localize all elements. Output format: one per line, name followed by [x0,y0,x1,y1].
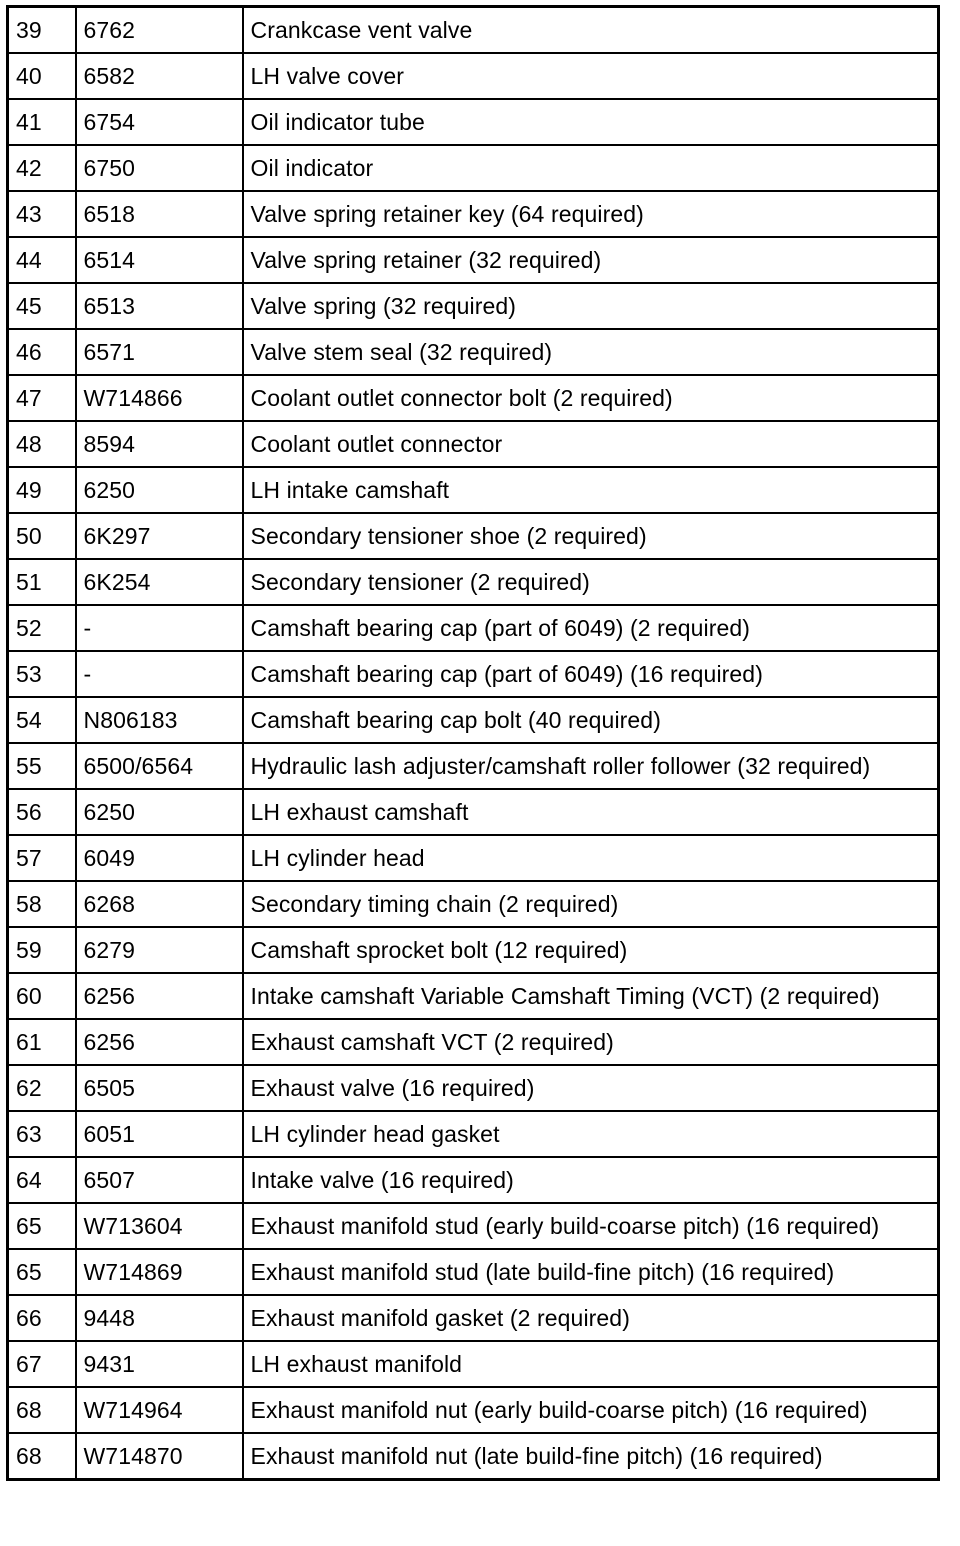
description-cell: Exhaust camshaft VCT (2 required) [243,1019,939,1065]
item-number-cell: 45 [8,283,76,329]
table-row [8,743,939,789]
part-number-cell: W714869 [76,1249,243,1295]
part-number-cell: 6505 [76,1065,243,1111]
table-row [8,1203,939,1249]
description-cell: Intake valve (16 required) [243,1157,939,1203]
parts-table [6,5,940,1481]
description-cell: Exhaust manifold stud (early build-coarse pitch) (16 required) [243,1203,939,1249]
table-row [8,237,939,283]
part-number-cell: N806183 [76,697,243,743]
parts-table-body [8,7,939,1480]
part-number-cell: 6571 [76,329,243,375]
description-cell: Hydraulic lash adjuster/camshaft roller follower (32 required) [243,743,939,789]
item-number-cell: 63 [8,1111,76,1157]
description-cell: Secondary tensioner shoe (2 required) [243,513,939,559]
table-row [8,559,939,605]
part-number-cell: W714866 [76,375,243,421]
item-number-cell: 57 [8,835,76,881]
item-number-cell: 60 [8,973,76,1019]
item-number-cell: 47 [8,375,76,421]
item-number-cell: 68 [8,1387,76,1433]
table-row [8,927,939,973]
table-row [8,835,939,881]
part-number-cell: - [76,651,243,697]
item-number-cell: 66 [8,1295,76,1341]
part-number-cell: 6582 [76,53,243,99]
item-number-cell: 62 [8,1065,76,1111]
item-number-cell: 52 [8,605,76,651]
part-number-cell: 6K254 [76,559,243,605]
part-number-cell: W714870 [76,1433,243,1480]
table-row [8,1065,939,1111]
table-row [8,191,939,237]
table-row [8,1249,939,1295]
table-row [8,1387,939,1433]
table-row [8,1433,939,1480]
table-row [8,605,939,651]
item-number-cell: 54 [8,697,76,743]
part-number-cell: 6256 [76,1019,243,1065]
description-cell: Crankcase vent valve [243,7,939,54]
table-row [8,7,939,54]
part-number-cell: 6518 [76,191,243,237]
item-number-cell: 42 [8,145,76,191]
description-cell: Exhaust manifold nut (early build-coarse pitch) (16 required) [243,1387,939,1433]
part-number-cell: 9431 [76,1341,243,1387]
description-cell: Valve stem seal (32 required) [243,329,939,375]
table-row [8,421,939,467]
part-number-cell: 6754 [76,99,243,145]
table-row [8,145,939,191]
item-number-cell: 68 [8,1433,76,1480]
description-cell: LH exhaust camshaft [243,789,939,835]
table-row [8,697,939,743]
table-row [8,513,939,559]
description-cell: Exhaust manifold nut (late build-fine pitch) (16 required) [243,1433,939,1480]
description-cell: Exhaust manifold gasket (2 required) [243,1295,939,1341]
item-number-cell: 43 [8,191,76,237]
table-row [8,973,939,1019]
part-number-cell: 8594 [76,421,243,467]
description-cell: Exhaust manifold stud (late build-fine pitch) (16 required) [243,1249,939,1295]
part-number-cell: 6513 [76,283,243,329]
item-number-cell: 61 [8,1019,76,1065]
item-number-cell: 59 [8,927,76,973]
description-cell: LH cylinder head [243,835,939,881]
description-cell: Exhaust valve (16 required) [243,1065,939,1111]
description-cell: Oil indicator tube [243,99,939,145]
part-number-cell: 6750 [76,145,243,191]
item-number-cell: 40 [8,53,76,99]
part-number-cell: 6268 [76,881,243,927]
table-row [8,1341,939,1387]
part-number-cell: 6514 [76,237,243,283]
description-cell: Oil indicator [243,145,939,191]
table-row [8,53,939,99]
part-number-cell: 6762 [76,7,243,54]
description-cell: Secondary tensioner (2 required) [243,559,939,605]
item-number-cell: 58 [8,881,76,927]
description-cell: Intake camshaft Variable Camshaft Timing (VCT) (2 required) [243,973,939,1019]
item-number-cell: 41 [8,99,76,145]
description-cell: Valve spring retainer key (64 required) [243,191,939,237]
part-number-cell: 6500/6564 [76,743,243,789]
part-number-cell: 6507 [76,1157,243,1203]
item-number-cell: 65 [8,1249,76,1295]
item-number-cell: 44 [8,237,76,283]
table-row [8,283,939,329]
description-cell: Camshaft bearing cap (part of 6049) (16 required) [243,651,939,697]
item-number-cell: 39 [8,7,76,54]
table-row [8,651,939,697]
part-number-cell: W714964 [76,1387,243,1433]
item-number-cell: 48 [8,421,76,467]
table-row [8,375,939,421]
item-number-cell: 50 [8,513,76,559]
part-number-cell: 6250 [76,467,243,513]
table-row [8,1157,939,1203]
table-row [8,99,939,145]
description-cell: Coolant outlet connector bolt (2 required) [243,375,939,421]
description-cell: LH exhaust manifold [243,1341,939,1387]
table-row [8,467,939,513]
item-number-cell: 64 [8,1157,76,1203]
description-cell: Camshaft sprocket bolt (12 required) [243,927,939,973]
part-number-cell: 6256 [76,973,243,1019]
table-row [8,1295,939,1341]
description-cell: Camshaft bearing cap bolt (40 required) [243,697,939,743]
part-number-cell: W713604 [76,1203,243,1249]
description-cell: LH valve cover [243,53,939,99]
item-number-cell: 53 [8,651,76,697]
item-number-cell: 55 [8,743,76,789]
description-cell: Secondary timing chain (2 required) [243,881,939,927]
part-number-cell: 9448 [76,1295,243,1341]
description-cell: LH intake camshaft [243,467,939,513]
part-number-cell: 6279 [76,927,243,973]
table-row [8,789,939,835]
part-number-cell: 6K297 [76,513,243,559]
part-number-cell: 6250 [76,789,243,835]
part-number-cell: - [76,605,243,651]
item-number-cell: 46 [8,329,76,375]
item-number-cell: 49 [8,467,76,513]
item-number-cell: 67 [8,1341,76,1387]
description-cell: LH cylinder head gasket [243,1111,939,1157]
description-cell: Valve spring retainer (32 required) [243,237,939,283]
item-number-cell: 65 [8,1203,76,1249]
description-cell: Coolant outlet connector [243,421,939,467]
table-row [8,329,939,375]
part-number-cell: 6049 [76,835,243,881]
description-cell: Valve spring (32 required) [243,283,939,329]
item-number-cell: 56 [8,789,76,835]
table-row [8,1111,939,1157]
part-number-cell: 6051 [76,1111,243,1157]
table-row [8,1019,939,1065]
table-row [8,881,939,927]
item-number-cell: 51 [8,559,76,605]
description-cell: Camshaft bearing cap (part of 6049) (2 required) [243,605,939,651]
